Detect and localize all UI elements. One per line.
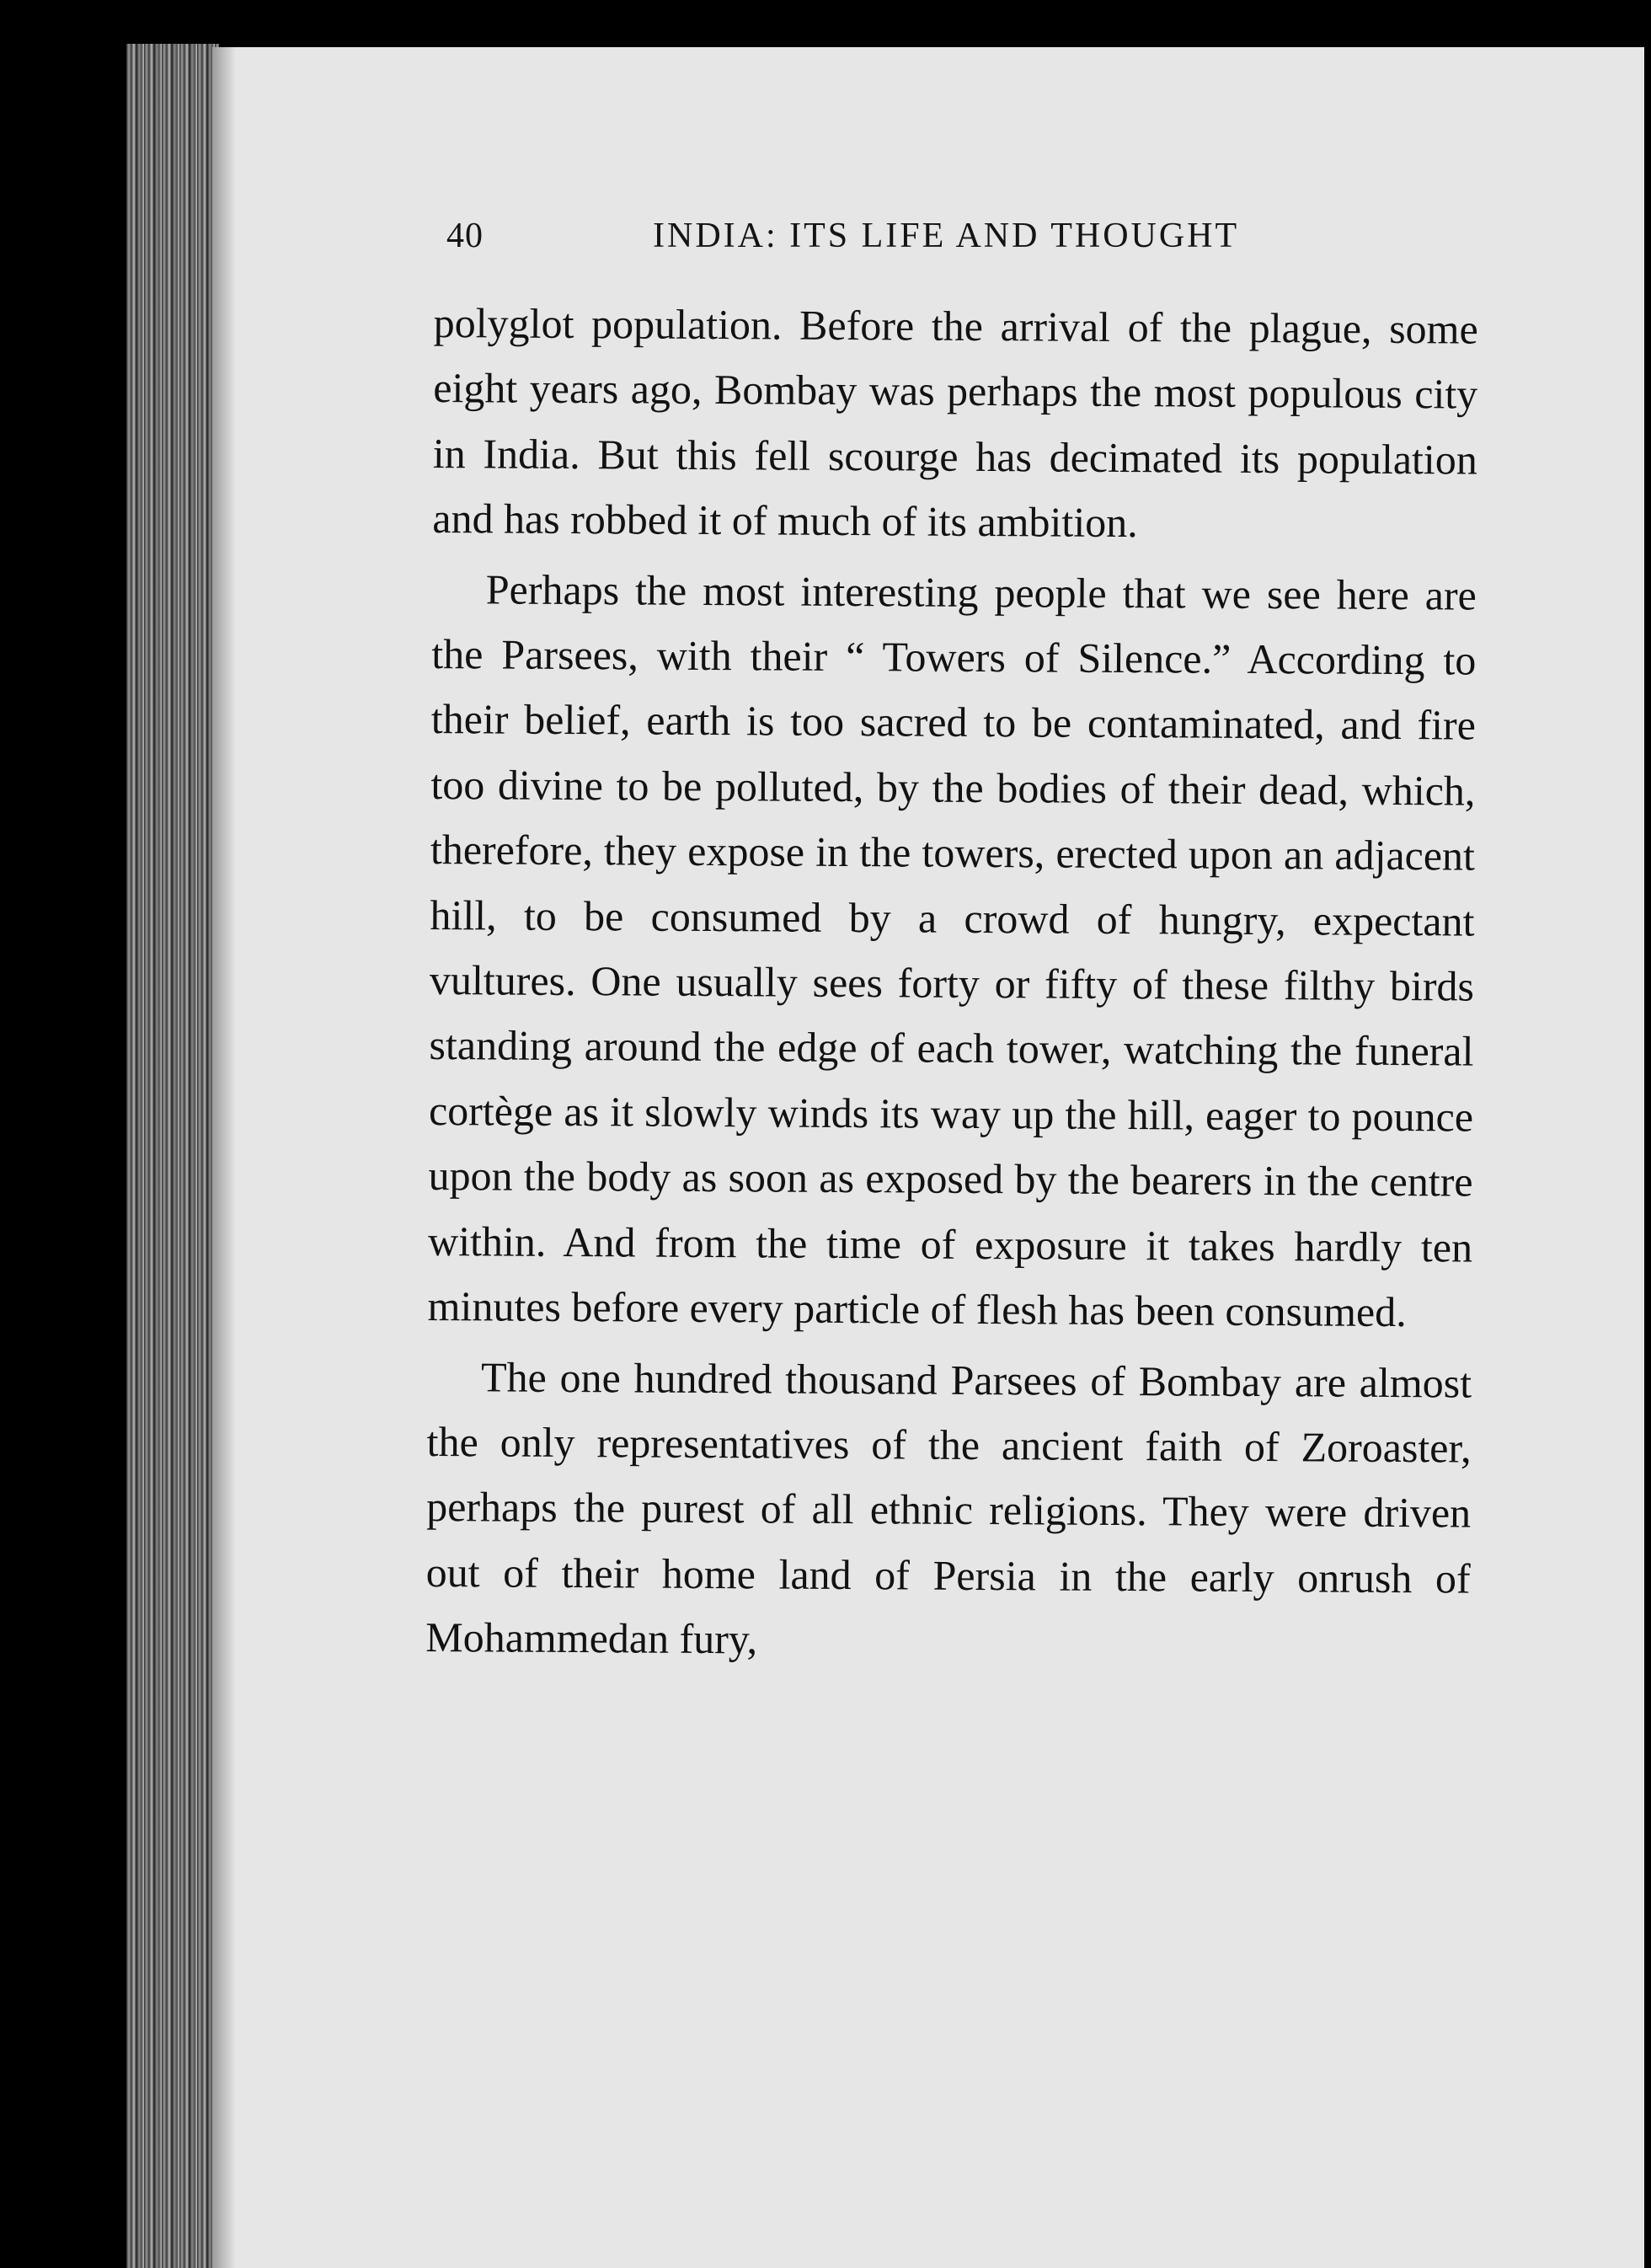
book-page-edges [126, 44, 219, 2268]
paragraph-1: polyglot population. Before the arrival of the plague, some eight years ago, Bombay was perhaps the most populous city in India. But this fell scourge has decimated its population and has robbed it of much of its ambition. [432, 298, 1478, 547]
body-text [425, 291, 1478, 1677]
page-header [446, 216, 1558, 266]
paragraph-2: Perhaps the most interesting people that we see here are the Parsees, with their “ Towers of Silence.” According to their belief, earth is too sacred to be contaminated, and fire too divine to be polluted, by the bodies of their dead, which, therefore, they expose in the towers, erected upon an adjacent hill, to be consumed by a crowd of hungry, expectant vultures. One usually sees forty or fifty of these filthy birds standing around the edge of each tower, watching the funeral cortège as it slowly winds its way up the hill, eager to pounce upon the body as soon as exposed by the bearers in the centre within. And from the time of exposure it takes hardly ten minutes before every particle of flesh has been consumed. [427, 565, 1477, 1336]
paragraph-3: The one hundred thousand Parsees of Bombay are almost the only representatives of the ancient faith of Zoroaster, perhaps the purest of all ethnic religions. They were driven out of their home land of Persia in the early onrush of Mohammedan fury, [425, 1352, 1472, 1663]
page-number: 40 [446, 217, 484, 255]
running-title: INDIA: ITS LIFE AND THOUGHT [653, 217, 1240, 255]
